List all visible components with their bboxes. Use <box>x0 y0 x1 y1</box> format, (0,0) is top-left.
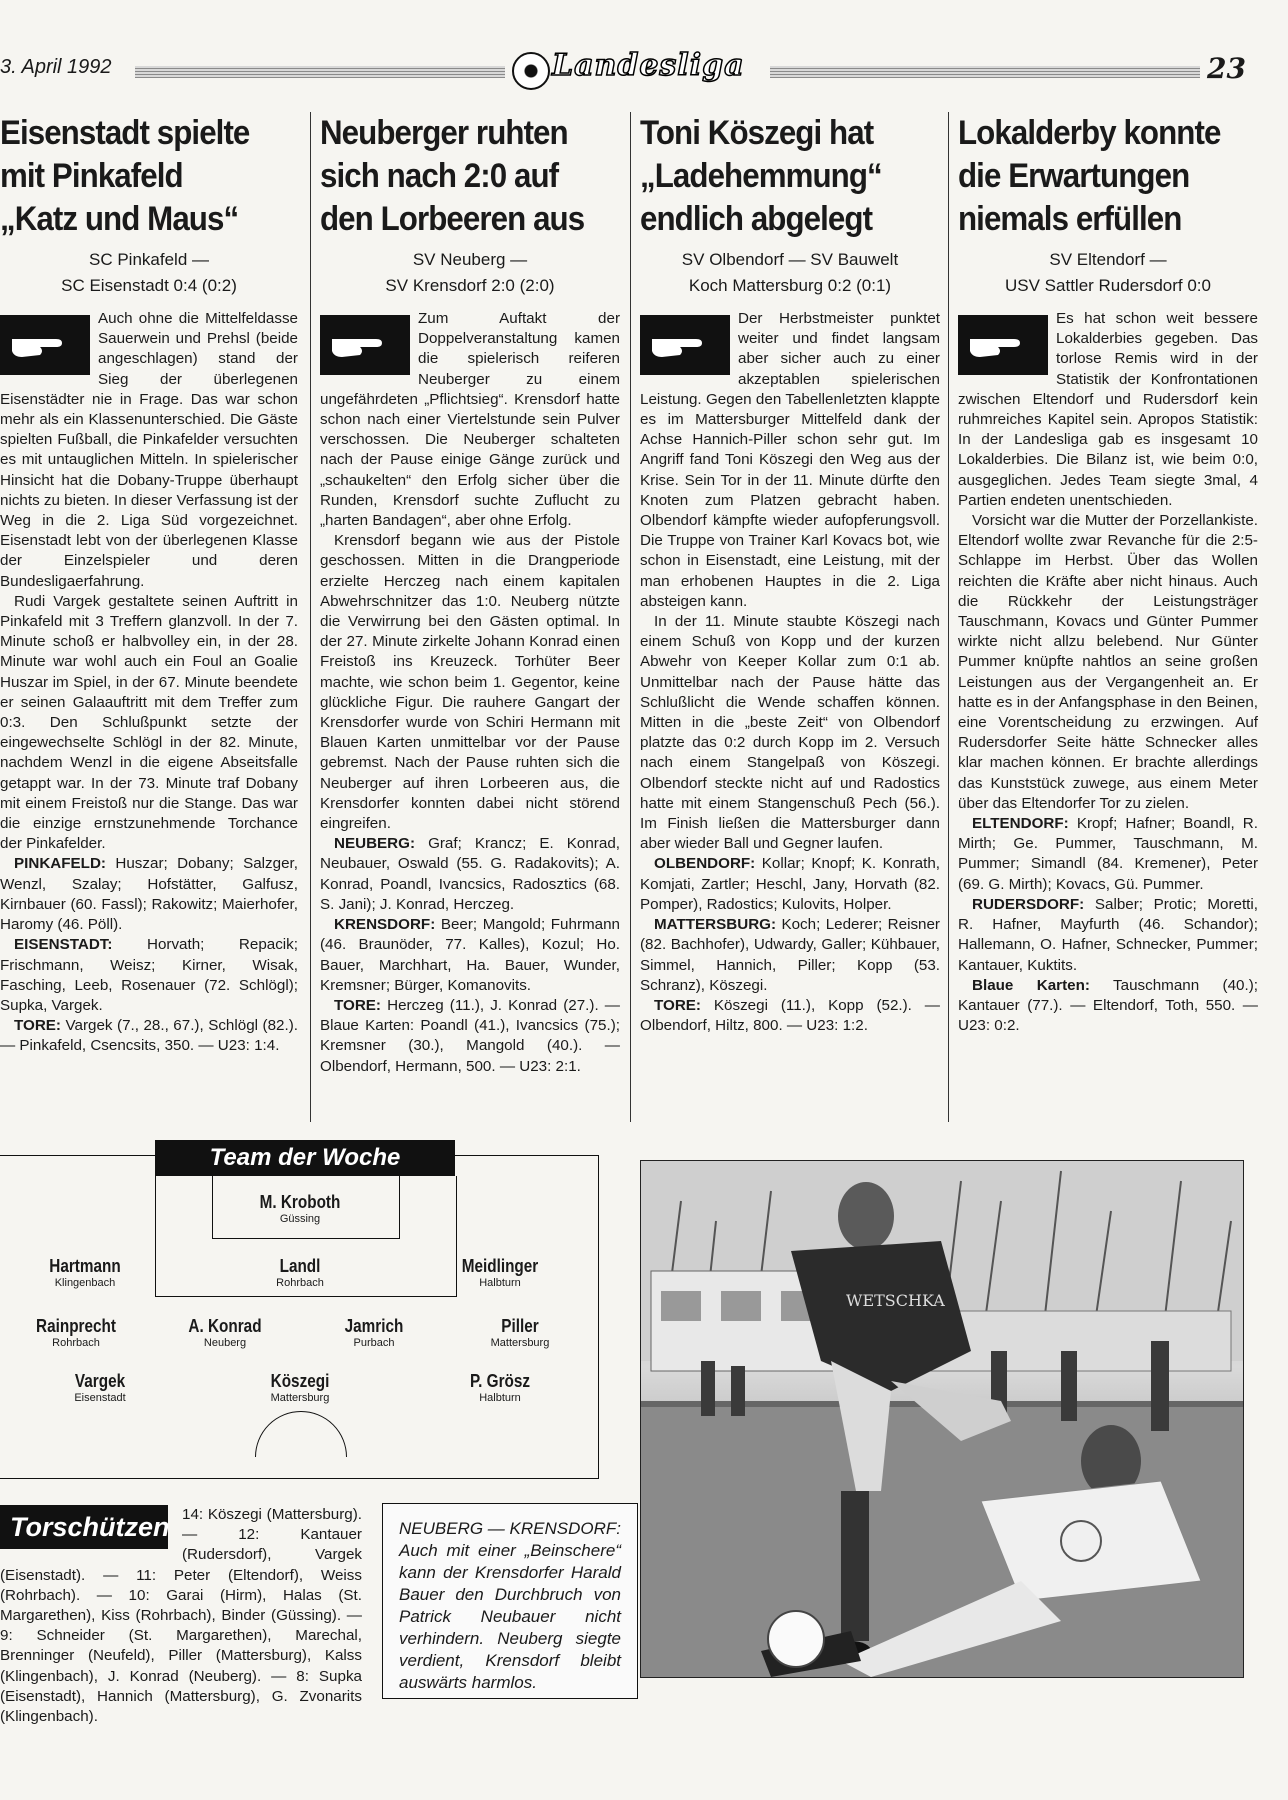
match-info <box>320 247 620 299</box>
lineup-text: Beer; Mangold; Fuhrmann (46. Braunöder, 77. Kalles), Kozul; Ho. Bauer, Marchhart, Ha. Bauer, Wunder, Kremsner; Bürger, Komanovits. <box>320 916 620 994</box>
lineup-text: Koch; Lederer; Reisner (82. Bachhofer), Udwardy, Galler; Kühbauer, Simmel, Hannich, Piller; Kopp (53. Schranz), Köszegi. <box>640 916 940 994</box>
headline-line: Lokalderby konnte <box>958 114 1221 152</box>
page-header <box>0 48 1288 88</box>
headline-line: „Katz und Maus“ <box>0 200 239 238</box>
headline-line: „Ladehemmung“ <box>640 157 882 195</box>
match-teams: SV Olbendorf — SV Bauwelt <box>681 250 899 269</box>
lineup-line <box>640 854 940 915</box>
lineup-label: TORE: <box>334 996 381 1014</box>
match-teams: SV Eltendorf — <box>1049 250 1167 269</box>
player: Meidlinger Halbturn <box>461 1256 539 1289</box>
lineup-label: KRENSDORF: <box>334 916 436 934</box>
lineup-line <box>320 915 620 996</box>
lineup-text: Vargek (7., 28., 67.), Schlögl (82.). — Pinkafeld, Csencsits, 350. — U23: 1:4. <box>0 1017 298 1055</box>
lineup-line <box>0 935 298 1016</box>
lineup-text: Huszar; Dobany; Salzger, Wenzl, Szalay; Hofstätter, Galfusz, Kirnbauer (60. Fassl); Rakowitz; Maierhofer, Haromy (46. Pöll). <box>0 855 298 934</box>
pointing-hand-icon <box>640 315 730 375</box>
match-photo <box>640 1160 1244 1678</box>
lineup-text: Kollar; Knopf; K. Konrath, Komjati, Zartler; Heschl, Jany, Horvath (82. Pomper), Radostics; Kulovits, Holper. <box>640 855 940 913</box>
top-scorers-title: Torschützen <box>0 1505 168 1549</box>
column-divider <box>310 112 311 1122</box>
pointing-hand-icon <box>0 315 90 375</box>
lineup-label: TORE: <box>14 1017 61 1035</box>
lineup-text: Graf; Krancz; E. Konrad, Neubauer, Oswald (55. G. Radakovits); A. Konrad, Poandl, Ivancsics, Radosztics (68. S. Jani); J. Konrad, Herczeg. <box>320 835 620 913</box>
article-3 <box>640 112 940 1036</box>
lineup-text: Tauschmann (40.); Kantauer (77.). — Eltendorf, Toth, 550. — U23: 0:2. <box>958 976 1258 1035</box>
article-body <box>320 309 620 1077</box>
article-4 <box>958 112 1258 1036</box>
lineup-label: RUDERSDORF: <box>972 895 1085 913</box>
lineup-line <box>640 996 940 1036</box>
lineup-label: Blaue Karten: <box>972 976 1090 994</box>
article-paragraph: In der 11. Minute staubte Köszegi nach einem Schuß von Kopp und der kurzen Abwehr von Keeper Kollar zum 0:1 ab. Unmittelbar nach der Pause hätte das Schlußlicht die Wende schaffen können. Mitten in die „beste Zeit“ von Olbendorf platzte das 0:2 durch Kopp im 2. Versuch nach einem Stangelpaß von Köszegi. Olbendorf steckte nicht auf und Radostics hatte mit einem Stangenschuß Pech (56.). Im Finish ließen die Mattersburger dann aber wieder Ball und Gegner laufen. <box>640 613 940 853</box>
section-logo <box>512 48 762 88</box>
top-scorers <box>0 1505 362 1727</box>
lineup-line <box>640 915 940 996</box>
lineup-line <box>0 1016 298 1056</box>
player: Piller Mattersburg <box>490 1316 550 1349</box>
lineup-label: MATTERSBURG: <box>654 916 777 934</box>
article-headline <box>320 112 596 241</box>
center-arc <box>255 1411 347 1503</box>
lineup-text: Salber; Protic; Moretti, R. Hafner, Mayfurth (46. Schandor); Hallemann, O. Hafner, Schnecker, Pummer; Kantauer, Kuktits. <box>958 895 1258 974</box>
pointing-hand-icon <box>958 315 1048 375</box>
article-paragraph: Krensdorf begann wie aus der Pistole geschossen. Mitten in die Drangperiode erzielte Herczeg nach einem kapitalen Abwehrschnitzer das 1:0. Neuberg nützte die Verwirrung bei den Gästen optimal. In der 27. Minute zirkelte Johann Konrad einen Freistoß ins Kreuzeck. Torhüter Beer machte, wie schon beim 1. Gegentor, keine glückliche Figur. Die rauhere Gangart der Krensdorfer wurde von Schiri Hermann mit Blauen Karten unmittelbar vor der Pause gebremst. Nach der Pause ruhten sich die Neuberger auf ihren Lorbeeren aus, die Krensdorfer konnten dabei nicht störend eingreifen. <box>320 532 620 833</box>
pointing-hand-icon <box>320 315 410 375</box>
lineup-label: PINKAFELD: <box>14 855 106 873</box>
lineup-line <box>958 895 1258 976</box>
football-icon <box>512 52 550 90</box>
team-of-week-pitch <box>0 1144 599 1479</box>
match-photo-illustration <box>641 1161 1243 1677</box>
player: A. Konrad Neuberg <box>188 1316 262 1349</box>
article-body <box>0 309 298 1057</box>
lineup-line <box>958 976 1258 1037</box>
player: Vargek Eisenstadt <box>74 1371 126 1404</box>
page-number: 23 <box>1207 52 1246 85</box>
headline-line: Toni Köszegi hat <box>640 114 874 152</box>
section-title: Landesliga <box>552 48 745 83</box>
article-headline <box>640 112 916 241</box>
column-divider <box>948 112 949 1122</box>
article-1 <box>0 112 298 1057</box>
article-paragraph: Zum Auftakt der Doppelveranstaltung kamen die spielerisch reiferen Neuberger zu einem ungefährdeten „Pflichtsieg“. Krensdorf hatte schon nach einer Viertelstunde sein Pulver verschossen. Die Neuberger schalteten nach der Pause einige Gänge zurück und „schaukelten“ den Erfolg sicher über die Runden, Krensdorf suchte Zuflucht zu „harten Bandagen“, aber ohne Erfolg. <box>320 310 620 530</box>
headline-line: die Erwartungen <box>958 157 1190 195</box>
headline-line: endlich abgelegt <box>640 200 873 238</box>
player: P. Grösz Halbturn <box>469 1371 531 1404</box>
headline-line: niemals erfüllen <box>958 200 1182 238</box>
lineup-line <box>958 814 1258 895</box>
lineup-line <box>320 996 620 1077</box>
player-goalkeeper: M. Kroboth Güssing <box>259 1192 341 1225</box>
player: Hartmann Klingenbach <box>49 1256 121 1289</box>
lineup-label: ELTENDORF: <box>972 815 1069 833</box>
lineup-label: TORE: <box>654 996 701 1014</box>
match-result: USV Sattler Rudersdorf 0:0 <box>1005 276 1211 295</box>
match-teams: SV Neuberg — <box>412 250 528 269</box>
shirt-text: WETSCHKA <box>846 1291 945 1310</box>
match-result: SV Krensdorf 2:0 (2:0) <box>385 276 555 295</box>
article-body <box>640 309 940 1036</box>
article-headline <box>0 112 274 241</box>
lineup-line <box>320 834 620 915</box>
team-of-week-title: Team der Woche <box>155 1140 455 1176</box>
article-body <box>958 309 1258 1036</box>
header-rule-right <box>770 66 1200 78</box>
match-result: Koch Mattersburg 0:2 (0:1) <box>688 276 892 295</box>
lineup-text: Horvath; Repacik; Frischmann, Weisz; Kirner, Wisak, Fasching, Leeb, Rosenauer (72. Schlögl); Supka, Vargek. <box>0 936 298 1014</box>
issue-date: 3. April 1992 <box>0 56 112 78</box>
headline-line: sich nach 2:0 auf <box>320 157 559 195</box>
article-paragraph: Der Herbstmeister punktet weiter und findet langsam aber sicher auch zu einer akzeptablen spielerischen Leistung. Gegen den Tabellenletzten klappte es im Mattersburger Mittelfeld dank der Achse Hannich-Piller schon sehr gut. Im Angriff fand Toni Köszegi den Weg aus der Krise. Sein Tor in der 11. Minute dürfte den Knoten zum Platzen gebracht haben. Olbendorf kämpfte wieder aufopferungsvoll. Die Truppe von Trainer Karl Kovacs bot, wie schon in Eisenstadt, eine Leistung, mit der man erhobenen Hauptes in die 2. Liga absteigen kann. <box>640 310 940 610</box>
player: Köszegi Mattersburg <box>270 1371 330 1404</box>
lineup-label: OLBENDORF: <box>654 855 756 873</box>
article-paragraph: Vorsicht war die Mutter der Porzellankiste. Eltendorf wollte zwar Revanche für die 2:5-Schlappe im Herbst. Über das Wollen reichten die Kräfte aber nicht hinaus. Auch die Rückkehr der Leistungsträger Tauschmann, Kovacs und Günter Pummer wirkte nicht allzu belebend. Nur Günter Pummer knüpfte nahtlos an seine großen Leistungen aus der Vergangenheit an. Er hatte es in der Anfangsphase in den Beinen, eine Vorentscheidung zu erzwingen. Auf Rudersdorfer Seite hätte Schnecker alles klar machen können. Er brachte allerdings das Kunststück zuwege, aus einem Meter über das Eltendorfer Tor zu zielen. <box>958 512 1258 812</box>
player: Landl Rohrbach <box>276 1256 324 1289</box>
player: Rainprecht Rohrbach <box>36 1316 116 1349</box>
top-scorers-list: 14: Köszegi (Mattersburg). — 12: Kantauer (Rudersdorf), Vargek (Eisenstadt). — 11: Peter (Eltendorf), Weiss (Rohrbach). — 10: Garai (Hirm), Halas (St. Margarethen), Kiss (Rohrbach), Binder (Güssing). — 9: Schneider (St. Margarethen), Marechal, Brenninger (Neufeld), Piller (Mattersburg), Kalss (Klingenbach), J. Konrad (Neuberg). — 8: Supka (Eisenstadt), Hannich (Mattersburg), G. Zvonarits (Klingenbach). <box>0 1506 362 1726</box>
lineup-text: Kropf; Hafner; Boandl, R. Mirth; Ge. Pummer, Tauschmann, M. Pummer; Simandl (84. Kremener), Peter (69. G. Mirth); Kovacs, Gü. Pummer. <box>958 815 1258 893</box>
headline-line: den Lorbeeren aus <box>320 200 585 238</box>
column-divider <box>630 112 631 1122</box>
article-paragraph: Es hat schon weit bessere Lokalderbies gegeben. Das torlose Remis wird in der Statistik der Konfrontationen zwischen Eltendorf und Rudersdorf kein ruhmreiches Kapitel sein. Apropos Statistik: In der Landesliga gab es insgesamt 10 Lokalderbies. Die Bilanz ist, wie beim 0:0, ausgeglichen. Jedes Team siegte 3mal, 4 Partien endeten unentschieden. <box>958 310 1258 509</box>
header-rule-left <box>135 66 505 78</box>
article-headline <box>958 112 1234 241</box>
headline-line: mit Pinkafeld <box>0 157 183 195</box>
lineup-text: Köszegi (11.), Kopp (52.). — Olbendorf, Hiltz, 800. — U23: 1:2. <box>640 996 940 1035</box>
lineup-label: NEUBERG: <box>334 835 416 853</box>
lineup-label: EISENSTADT: <box>14 936 113 954</box>
headline-line: Eisenstadt spielte <box>0 114 250 152</box>
photo-caption: NEUBERG — KRENSDORF: Auch mit einer „Beinschere“ kann der Krensdorfer Harald Bauer den Durchbruch von Patrick Neubauer nicht verhindern. Neuberg siegte verdient, Krensdorf bleibt auswärts harmlos. <box>382 1503 638 1699</box>
lineup-text: Herczeg (11.), J. Konrad (27.). — Blaue Karten: Poandl (41.), Ivancsics (75.); Kremsner (30.), Mangold (40.). — Olbendorf, Hermann, 500. — U23: 2:1. <box>320 996 620 1075</box>
player: Jamrich Purbach <box>344 1316 404 1349</box>
headline-line: Neuberger ruhten <box>320 114 568 152</box>
lineup-line <box>0 854 298 935</box>
match-teams: SC Pinkafeld — <box>89 250 209 269</box>
match-info <box>640 247 940 299</box>
match-info <box>958 247 1258 299</box>
match-result: SC Eisenstadt 0:4 (0:2) <box>61 276 237 295</box>
article-paragraph: Auch ohne die Mittelfeldasse Sauerwein und Prehsl (beide angeschlagen) stand der Sieg der überlegenen Eisenstädter nie in Frage. Das war schon mehr als ein Klassenunterschied. Die Gäste spielten Fußball, die Pinkafelder versuchten es mit untauglichen Mitteln. In spielerischer Hinsicht hat die Dobany-Truppe überhaupt nichts zu bieten. In dieser Verfassung ist der Weg in die 2. Liga Süd vorgezeichnet. Eisenstadt lebt von der überlegenen Klasse der Einzelspieler und deren Bundesligaerfahrung. <box>0 310 299 590</box>
article-paragraph: Rudi Vargek gestaltete seinen Auftritt in Pinkafeld mit 3 Treffern glanzvoll. In der 7. Minute schoß er halbvolley ein, in der 28. Minute war wohl auch ein Foul an Goalie Huszar im Spiel, in der 67. Minute beendete er seinen Galaauftritt mit dem Treffer zum 0:3. Den Schlußpunkt setzte der eingewechselte Schlögl in der 82. Minute, nachdem Wenzl in die eigene Abseitsfalle getappt war. In der 73. Minute traf Dobany mit einem Freistoß nur die Stange. Das war die einzige ernstzunehmende Torchance der Pinkafelder. <box>0 592 298 853</box>
article-2 <box>320 112 620 1077</box>
match-info <box>0 247 298 299</box>
